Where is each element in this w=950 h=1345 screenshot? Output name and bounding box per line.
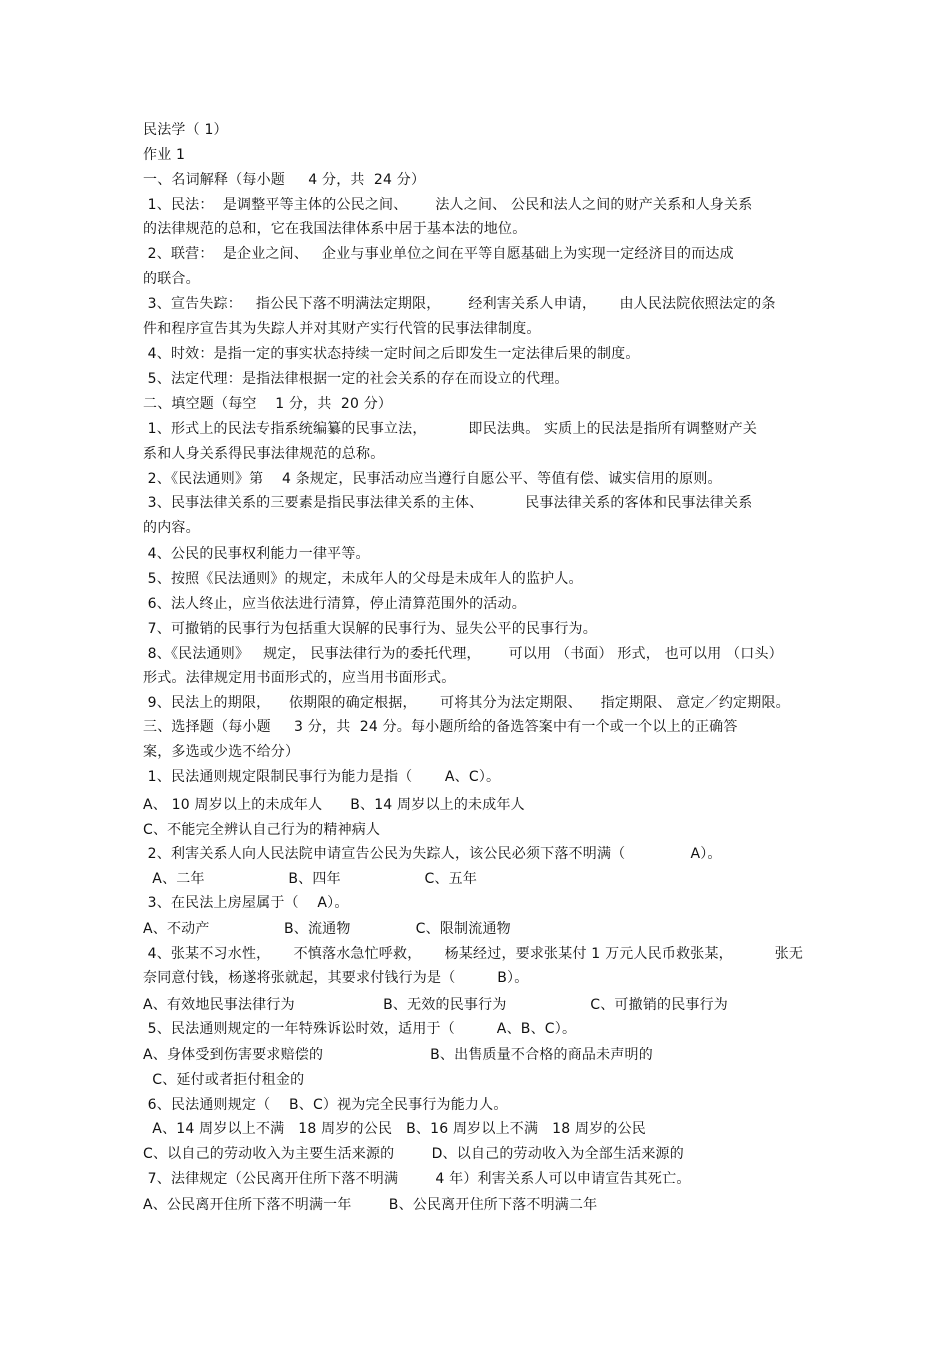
doc-line: 8、《民法通则》 规定， 民事法律行为的委托代理， 可以用 （书面） 形式， 也可以用 （口头） <box>143 646 783 662</box>
doc-line: 6、法人终止，应当依法进行清算，停止清算范围外的活动。 <box>143 596 526 612</box>
doc-line: 7、可撤销的民事行为包括重大误解的民事行为、显失公平的民事行为。 <box>143 621 597 637</box>
doc-line: C、以自己的劳动收入为主要生活来源的 D、以自己的劳动收入为全部生活来源的 <box>143 1146 684 1162</box>
doc-line: 5、民法通则规定的一年特殊诉讼时效，适用于（ A、B、C）。 <box>143 1021 577 1037</box>
doc-line: 的法律规范的总和，它在我国法律体系中居于基本法的地位。 <box>143 221 527 237</box>
doc-line: A、不动产 B、流通物 C、限制流通物 <box>143 921 511 937</box>
doc-line: 2、联营： 是企业之间、 企业与事业单位之间在平等自愿基础上为实现一定经济目的而达成 <box>143 246 734 262</box>
doc-line: 4、公民的民事权利能力一律平等。 <box>143 546 370 562</box>
doc-line: 三、选择题（每小题 3 分，共 24 分。每小题所给的备选答案中有一个或一个以上的正确答 <box>143 719 738 735</box>
doc-line: 3、在民法上房屋属于（ A）。 <box>143 895 349 911</box>
doc-line: 7、法律规定（公民离开住所下落不明满 4 年）利害关系人可以申请宣告其死亡。 <box>143 1171 691 1187</box>
doc-line: 2、《民法通则》第 4 条规定，民事活动应当遵行自愿公平、等值有偿、诚实信用的原则。 <box>143 471 722 487</box>
doc-line: A、身体受到伤害要求赔偿的 B、出售质量不合格的商品未声明的 <box>143 1047 653 1063</box>
doc-line: 5、按照《民法通则》的规定，未成年人的父母是未成年人的监护人。 <box>143 571 583 587</box>
doc-line: 2、利害关系人向人民法院申请宣告公民为失踪人，该公民必须下落不明满（ A）。 <box>143 846 722 862</box>
doc-line: 1、形式上的民法专指系统编纂的民事立法， 即民法典。 实质上的民法是指所有调整财产关 <box>143 421 758 437</box>
doc-line: 3、宣告失踪： 指公民下落不明满法定期限， 经利害关系人申请， 由人民法院依照法定的条 <box>143 296 776 312</box>
doc-line: A、有效地民事法律行为 B、无效的民事行为 C、可撤销的民事行为 <box>143 997 729 1013</box>
doc-line: 3、民事法律关系的三要素是指民事法律关系的主体、 民事法律关系的客体和民事法律关系 <box>143 495 753 511</box>
doc-line: A、二年 B、四年 C、五年 <box>143 871 478 887</box>
doc-line: 件和程序宣告其为失踪人并对其财产实行代管的民事法律制度。 <box>143 321 541 337</box>
doc-line: 1、民法通则规定限制民事行为能力是指（ A、C）。 <box>143 769 501 785</box>
doc-line: A、 10 周岁以上的未成年人 B、14 周岁以上的未成年人 <box>143 797 525 813</box>
doc-line: C、延付或者拒付租金的 <box>143 1072 305 1088</box>
doc-line: 4、时效：是指一定的事实状态持续一定时间之后即发生一定法律后果的制度。 <box>143 346 640 362</box>
doc-line: A、公民离开住所下落不明满一年 B、公民离开住所下落不明满二年 <box>143 1197 598 1213</box>
doc-line: C、不能完全辨认自己行为的精神病人 <box>143 822 381 838</box>
doc-line: 6、民法通则规定（ B、C）视为完全民事行为能力人。 <box>143 1097 508 1113</box>
doc-line: 4、张某不习水性， 不慎落水急忙呼救， 杨某经过，要求张某付 1 万元人民币救张某， 张无 <box>143 946 804 962</box>
doc-line: 二、填空题（每空 1 分，共 20 分） <box>143 396 393 412</box>
doc-line: 形式。法律规定用书面形式的，应当用书面形式。 <box>143 670 456 686</box>
doc-line: 奈同意付钱，杨遂将张就起，其要求付钱行为是（ B）。 <box>143 970 529 986</box>
doc-line: 9、民法上的期限， 依期限的确定根据， 可将其分为法定期限、 指定期限、 意定／约定期限。 <box>143 695 790 711</box>
doc-line: 1、民法： 是调整平等主体的公民之间、 法人之间、 公民和法人之间的财产关系和人身关系 <box>143 197 753 213</box>
doc-line: 的内容。 <box>143 520 200 536</box>
doc-line: 作业 1 <box>143 147 186 163</box>
doc-line: 的联合。 <box>143 271 200 287</box>
doc-line: 一、名词解释（每小题 4 分，共 24 分） <box>143 172 426 188</box>
doc-line: 5、法定代理：是指法律根据一定的社会关系的存在而设立的代理。 <box>143 371 569 387</box>
doc-line: 案，多选或少选不给分） <box>143 744 300 760</box>
doc-line: 系和人身关系得民事法律规范的总称。 <box>143 446 385 462</box>
doc-line: A、14 周岁以上不满 18 周岁的公民 B、16 周岁以上不满 18 周岁的公民 <box>143 1121 646 1137</box>
doc-line: 民法学（ 1） <box>143 122 228 138</box>
